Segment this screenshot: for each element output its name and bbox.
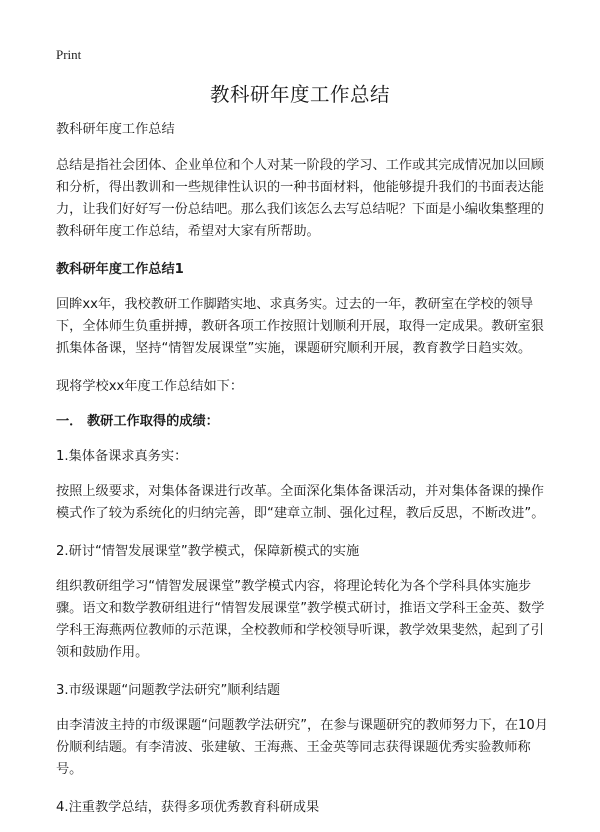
achievements-heading: 一． 教研工作取得的成绩： — [56, 414, 219, 429]
item2-body: 组织教研组学习“情智发展课堂”教学模式内容，将理论转化为各个学科具体实施步骤。语文和数学教研组进行“情智发展课堂”教学模式研讨，推语文学科王金英、数学学科王海燕两位教师的示范课，全校教师和学校领导听课，教学效果斐然，起到了引领和鼓励作用。 — [56, 579, 545, 660]
print-label[interactable]: Print — [56, 47, 82, 62]
report-line: 现将学校xx年度工作总结如下： — [56, 379, 244, 394]
item1-body: 按照上级要求，对集体备课进行改革。全面深化集体备课活动，并对集体备课的操作模式作了较为系统化的归纳完善，即“建章立制、强化过程，教后反思，不断改进”。 — [56, 484, 545, 521]
page-title: 教科研年度工作总结 — [209, 83, 390, 106]
item4-title: 4.注重教学总结，获得多项优秀教育科研成果 — [56, 800, 320, 815]
item1-title: 1.集体备课求真务实： — [56, 449, 188, 464]
item3-body: 由李清波主持的市级课题“问题教学法研究”，在参与课题研究的教师努力下，在10月份顺利结题。有李清波、张建敏、王海燕、王金英等同志获得课题优秀实验教师称号。 — [56, 718, 549, 777]
item2-title: 2.研讨“情智发展课堂”教学模式，保障新模式的实施 — [56, 544, 360, 559]
section1-paragraph: 回眸xx年，我校教研工作脚踏实地、求真务实。过去的一年，教研室在学校的领导下，全体师生负重拼搏，教研各项工作按照计划顺利开展，取得一定成果。教研室狠抓集体备课，坚持“情智发展课堂”实施，课题研究顺利开展，教育教学日趋实效。 — [56, 297, 544, 356]
document-subtitle: 教科研年度工作总结 — [56, 122, 175, 137]
document-body — [56, 119, 551, 832]
intro-paragraph: 总结是指社会团体、企业单位和个人对某一阶段的学习、工作或其完成情况加以回顾和分析，得出教训和一些规律性认识的一种书面材料，他能够提升我们的书面表达能力，让我们好好写一份总结吧。那么我们该怎么去写总结呢？下面是小编收集整理的教科研年度工作总结，希望对大家有所帮助。 — [56, 158, 544, 239]
section1-heading: 教科研年度工作总结1 — [56, 262, 184, 277]
item3-title: 3.市级课题“问题教学法研究”顺利结题 — [56, 683, 281, 698]
